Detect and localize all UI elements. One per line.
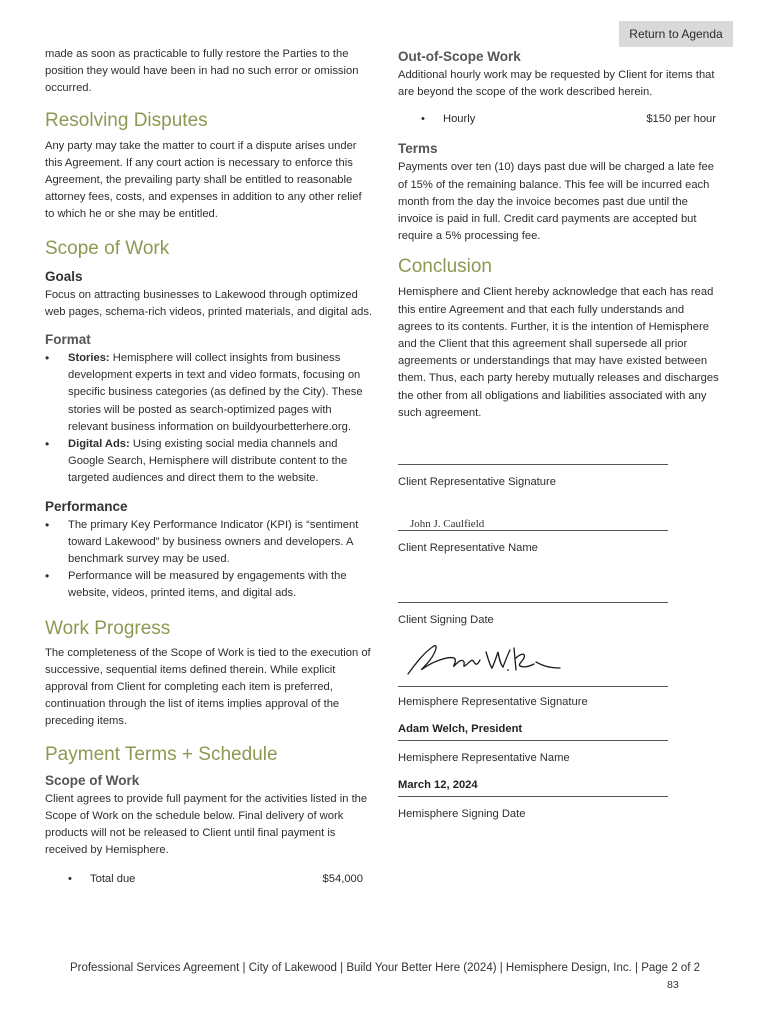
hemisphere-signature-line[interactable] bbox=[398, 686, 668, 687]
intro-paragraph: made as soon as practicable to fully restore the Parties to the position they would have been in had no such error or omission occurred. bbox=[45, 48, 359, 95]
digital-ads-text: Using existing social media channels and Google Search, Hemisphere will distribute content to the targeted audiences and direct them to the website. bbox=[68, 438, 348, 485]
stories-label: Stories: bbox=[68, 352, 110, 365]
total-due-amount: $54,000 bbox=[322, 872, 363, 885]
terms-heading: Terms bbox=[398, 141, 438, 157]
format-heading: Format bbox=[45, 332, 91, 348]
hemisphere-date-value: March 12, 2024 bbox=[398, 779, 478, 792]
hourly-label: Hourly bbox=[443, 113, 476, 126]
resolving-disputes-heading: Resolving Disputes bbox=[45, 109, 208, 131]
page-footer: Professional Services Agreement | City of Lakewood | Build Your Better Here (2024) | Hemisphere Design, Inc. | Page 2 of 2 bbox=[69, 962, 701, 974]
stories-text: Hemisphere will collect insights from business development experts in text and video formats, focusing on specific business categories (as defined by the City). These stories will be posted as search-optimized pages with relevant business information on buildyourbetterhere.org. bbox=[68, 352, 363, 433]
bullet-icon: • bbox=[68, 872, 72, 885]
signature-block bbox=[398, 464, 720, 822]
payment-text: Client agrees to provide full payment for the activities listed in the Scope of Work on the schedule below. Final delivery of work products will not be released to Client until final payment is received by Hemisphere. bbox=[45, 792, 368, 857]
hourly-row bbox=[398, 111, 720, 128]
left-column bbox=[45, 44, 373, 888]
resolving-disputes-text: Any party may take the matter to court if a dispute arises under this Agreement. If any court action is necessary to enforce this Agreement, the prevailing party shall be entitled to reasonable attorney fees, costs, and expenses in addition to any other relief to which he or she may be entitled. bbox=[45, 139, 362, 221]
total-due-label: Total due bbox=[90, 872, 136, 885]
handwritten-signature bbox=[402, 638, 572, 682]
scope-of-work-heading: Scope of Work bbox=[45, 237, 170, 259]
performance-heading: Performance bbox=[45, 498, 128, 514]
client-name-line[interactable] bbox=[398, 530, 668, 531]
list-item: • The primary Key Performance Indicator (KPI) is “sentiment toward Lakewood” by business owners and developers. A benchmark survey may be used. bbox=[45, 517, 373, 569]
client-name-label: Client Representative Name bbox=[398, 542, 538, 555]
right-column bbox=[398, 44, 720, 822]
hemisphere-signature-label: Hemisphere Representative Signature bbox=[398, 696, 588, 709]
page-number: 83 bbox=[667, 979, 679, 991]
performance-list bbox=[45, 517, 373, 603]
goals-text: Focus on attracting businesses to Lakewood through optimized web pages, schema-rich videos, printed materials, and digital ads. bbox=[45, 288, 373, 318]
work-progress-heading: Work Progress bbox=[45, 617, 171, 639]
format-list bbox=[45, 350, 373, 488]
bullet-icon: • bbox=[421, 113, 425, 126]
hemisphere-name-label: Hemisphere Representative Name bbox=[398, 752, 570, 765]
out-of-scope-text: Additional hourly work may be requested by Client for items that are beyond the scope of the work described herein. bbox=[398, 69, 715, 99]
client-signature-label: Client Representative Signature bbox=[398, 476, 556, 489]
client-name-field bbox=[398, 490, 720, 530]
total-due-row bbox=[45, 871, 363, 888]
hemisphere-date-line[interactable] bbox=[398, 796, 668, 797]
work-progress-text: The completeness of the Scope of Work is tied to the execution of successive, sequential items defined therein. While explicit approval from Client for completing each item is preferred, continuation through the list of items implies approval of the preceding items. bbox=[45, 646, 371, 728]
client-date-line[interactable] bbox=[398, 602, 668, 603]
client-name-value: John J. Caulfield bbox=[410, 518, 485, 531]
hemisphere-name-value: Adam Welch, President bbox=[398, 723, 523, 736]
terms-text: Payments over ten (10) days past due will be charged a late fee of 15% of the remaining balance. This fee will be incurred each month from the day the invoice becomes past due until the invoice is paid in full. Credit card payments are accepted but require a 5% processing fee. bbox=[398, 161, 714, 243]
hourly-rate: $150 per hour bbox=[646, 113, 716, 126]
conclusion-text: Hemisphere and Client hereby acknowledge that each has read this entire Agreement and that each fully understands and agrees to its contents. Further, it is the intention of Hemisphere and the Client that this agreement shall supersede all prior agreements or understandings that may have existed between them. Thus, each party hereby mutually releases and discharges the other from all obligations and liabilities associated with any such agreement. bbox=[398, 286, 719, 419]
list-item: • Performance will be measured by engagements with the website, videos, printed items, and digital ads. bbox=[45, 568, 373, 602]
client-date-label: Client Signing Date bbox=[398, 614, 494, 627]
hemisphere-signature-field bbox=[398, 628, 720, 686]
payment-scope-heading: Scope of Work bbox=[45, 772, 140, 788]
return-to-agenda-button[interactable]: Return to Agenda bbox=[619, 21, 733, 47]
out-of-scope-heading: Out-of-Scope Work bbox=[398, 49, 521, 64]
list-item bbox=[45, 350, 373, 436]
list-item bbox=[45, 436, 373, 488]
payment-terms-heading: Payment Terms + Schedule bbox=[45, 743, 278, 765]
digital-ads-label: Digital Ads: bbox=[68, 438, 130, 451]
goals-heading: Goals bbox=[45, 268, 83, 284]
client-signature-line[interactable] bbox=[398, 464, 668, 465]
hemisphere-date-label: Hemisphere Signing Date bbox=[398, 808, 526, 821]
hemisphere-name-line[interactable] bbox=[398, 740, 668, 741]
conclusion-heading: Conclusion bbox=[398, 256, 492, 278]
